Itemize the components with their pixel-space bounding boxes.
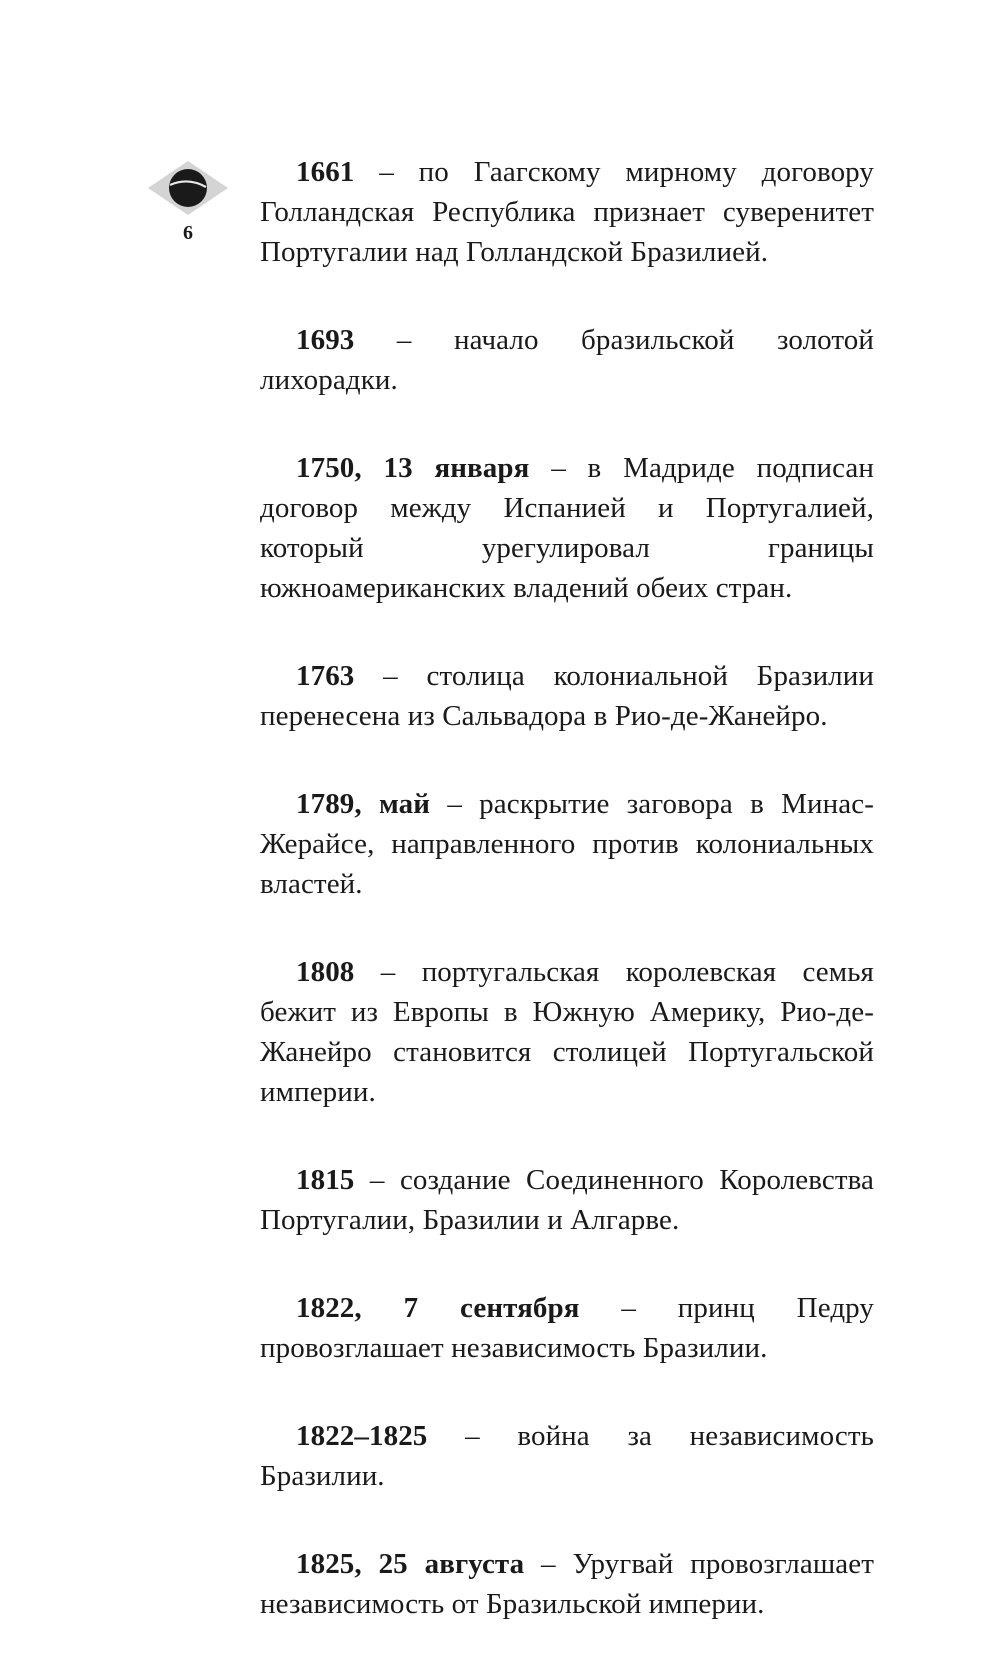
chronology-entry xyxy=(260,448,874,608)
entry-date: 1661 xyxy=(296,156,355,188)
chronology-entry xyxy=(260,1160,874,1240)
entry-text: – Уругвай провозглашает независимость от Бразильской империи. xyxy=(260,1548,874,1620)
entry-date: 1763 xyxy=(296,660,355,692)
chronology-entry xyxy=(260,1288,874,1368)
entry-text: – раскрытие заговора в Минас-Жерайсе, направленного против колониальных властей. xyxy=(260,788,874,900)
entry-date: 1822, 7 сентября xyxy=(296,1292,580,1324)
entry-date: 1789, май xyxy=(296,788,431,820)
chronology-entry xyxy=(260,784,874,904)
chronology-text xyxy=(260,152,874,1672)
entry-date: 1693 xyxy=(296,324,355,356)
entry-date: 1750, 13 января xyxy=(296,452,530,484)
entry-date: 1822–1825 xyxy=(296,1420,428,1452)
chronology-entry xyxy=(260,1416,874,1496)
entry-date: 1808 xyxy=(296,956,355,988)
chronology-entry xyxy=(260,1544,874,1624)
entry-text: – столица колониальной Бразилии перенесена из Сальвадора в Рио-де-Жанейро. xyxy=(260,660,874,732)
chronology-entry xyxy=(260,656,874,736)
entry-text: – в Мадриде подписан договор между Испанией и Португалией, который урегулировал границы южноамериканских владений обеих стран. xyxy=(260,452,874,604)
entry-text: – португальская королевская семья бежит из Европы в Южную Америку, Рио-де-Жанейро становится столицей Португальской империи. xyxy=(260,956,874,1108)
entry-text: – по Гаагскому мирному договору Голландская Республика признает суверенитет Португалии над Голландской Бразилией. xyxy=(260,156,874,268)
chronology-entry xyxy=(260,152,874,272)
page-number: 6 xyxy=(183,222,193,244)
entry-text: – создание Соединенного Королевства Португалии, Бразилии и Алгарве. xyxy=(260,1164,874,1236)
entry-text: – принц Педру провозглашает независимость Бразилии. xyxy=(260,1292,874,1364)
entry-date: 1825, 25 августа xyxy=(296,1548,525,1580)
chronology-entry xyxy=(260,320,874,400)
entry-date: 1815 xyxy=(296,1164,355,1196)
brazil-flag-emblem-icon xyxy=(147,160,229,216)
entry-text: – война за независимость Бразилии. xyxy=(260,1420,874,1492)
chronology-entry xyxy=(260,952,874,1112)
entry-text: – начало бразильской золотой лихорадки. xyxy=(260,324,874,396)
